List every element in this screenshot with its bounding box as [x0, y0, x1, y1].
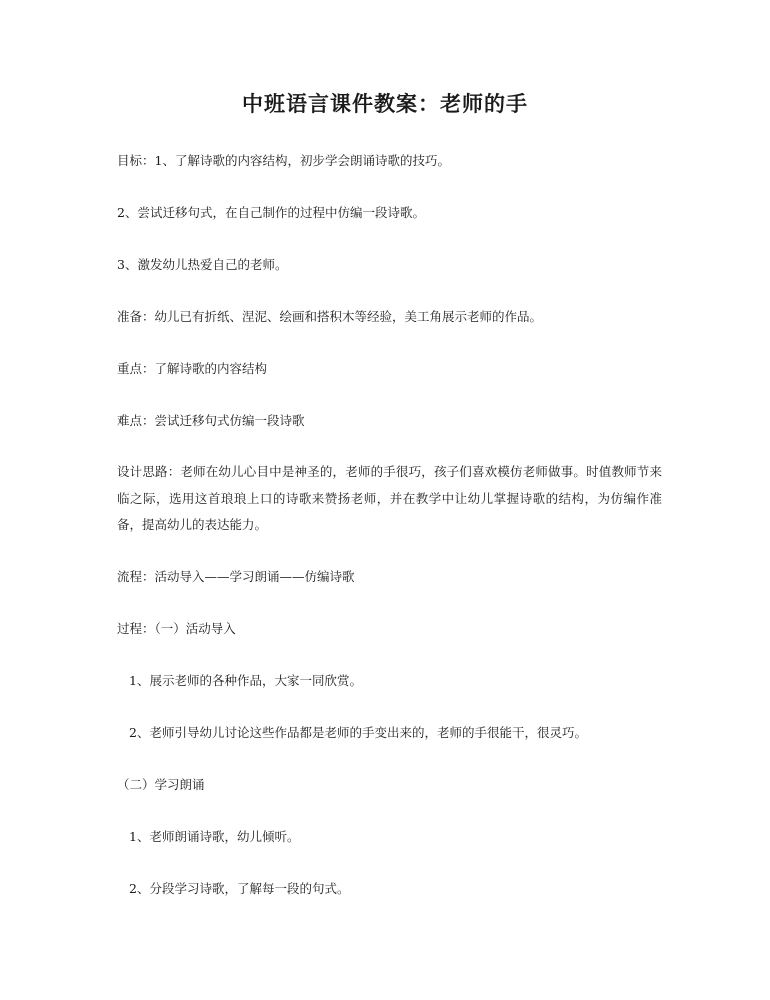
preparation-paragraph: 准备：幼儿已有折纸、涅泥、绘画和搭积木等经验，美工角展示老师的作品。: [117, 309, 543, 324]
step-1-2-paragraph: 2、老师引导幼儿讨论这些作品都是老师的手变出来的，老师的手很能干，很灵巧。: [129, 725, 587, 740]
process-paragraph: 过程：（一）活动导入: [117, 621, 236, 636]
step-2-1-paragraph: 1、老师朗诵诗歌，幼儿倾听。: [129, 829, 300, 844]
difficulty-paragraph: 难点：尝试迁移句式仿编一段诗歌: [117, 413, 305, 428]
step-2-2-paragraph: 2、分段学习诗歌，了解每一段的句式。: [129, 881, 350, 896]
flow-paragraph: 流程：活动导入——学习朗诵——仿编诗歌: [117, 569, 355, 584]
goal-3-paragraph: 3、激发幼儿热爱自己的老师。: [117, 257, 288, 272]
goal-2-paragraph: 2、尝试迁移句式，在自己制作的过程中仿编一段诗歌。: [117, 205, 425, 220]
step-1-1-paragraph: 1、展示老师的各种作品，大家一同欣赏。: [129, 673, 362, 688]
goal-1-paragraph: 目标：1、了解诗歌的内容结构，初步学会朗诵诗歌的技巧。: [117, 153, 450, 168]
page-title: 中班语言课件教案：老师的手: [242, 91, 528, 116]
section-2-heading: （二）学习朗诵: [117, 777, 205, 792]
design-idea-paragraph: 设计思路：老师在幼儿心目中是神圣的，老师的手很巧，孩子们喜欢模仿老师做事。时值教师节来临之际，选用这首琅琅上口的诗歌来赞扬老师，并在教学中让幼儿掌握诗歌的结构，为仿编作准备，提高幼儿的表达能力。: [117, 464, 662, 532]
focus-paragraph: 重点：了解诗歌的内容结构: [117, 361, 268, 376]
